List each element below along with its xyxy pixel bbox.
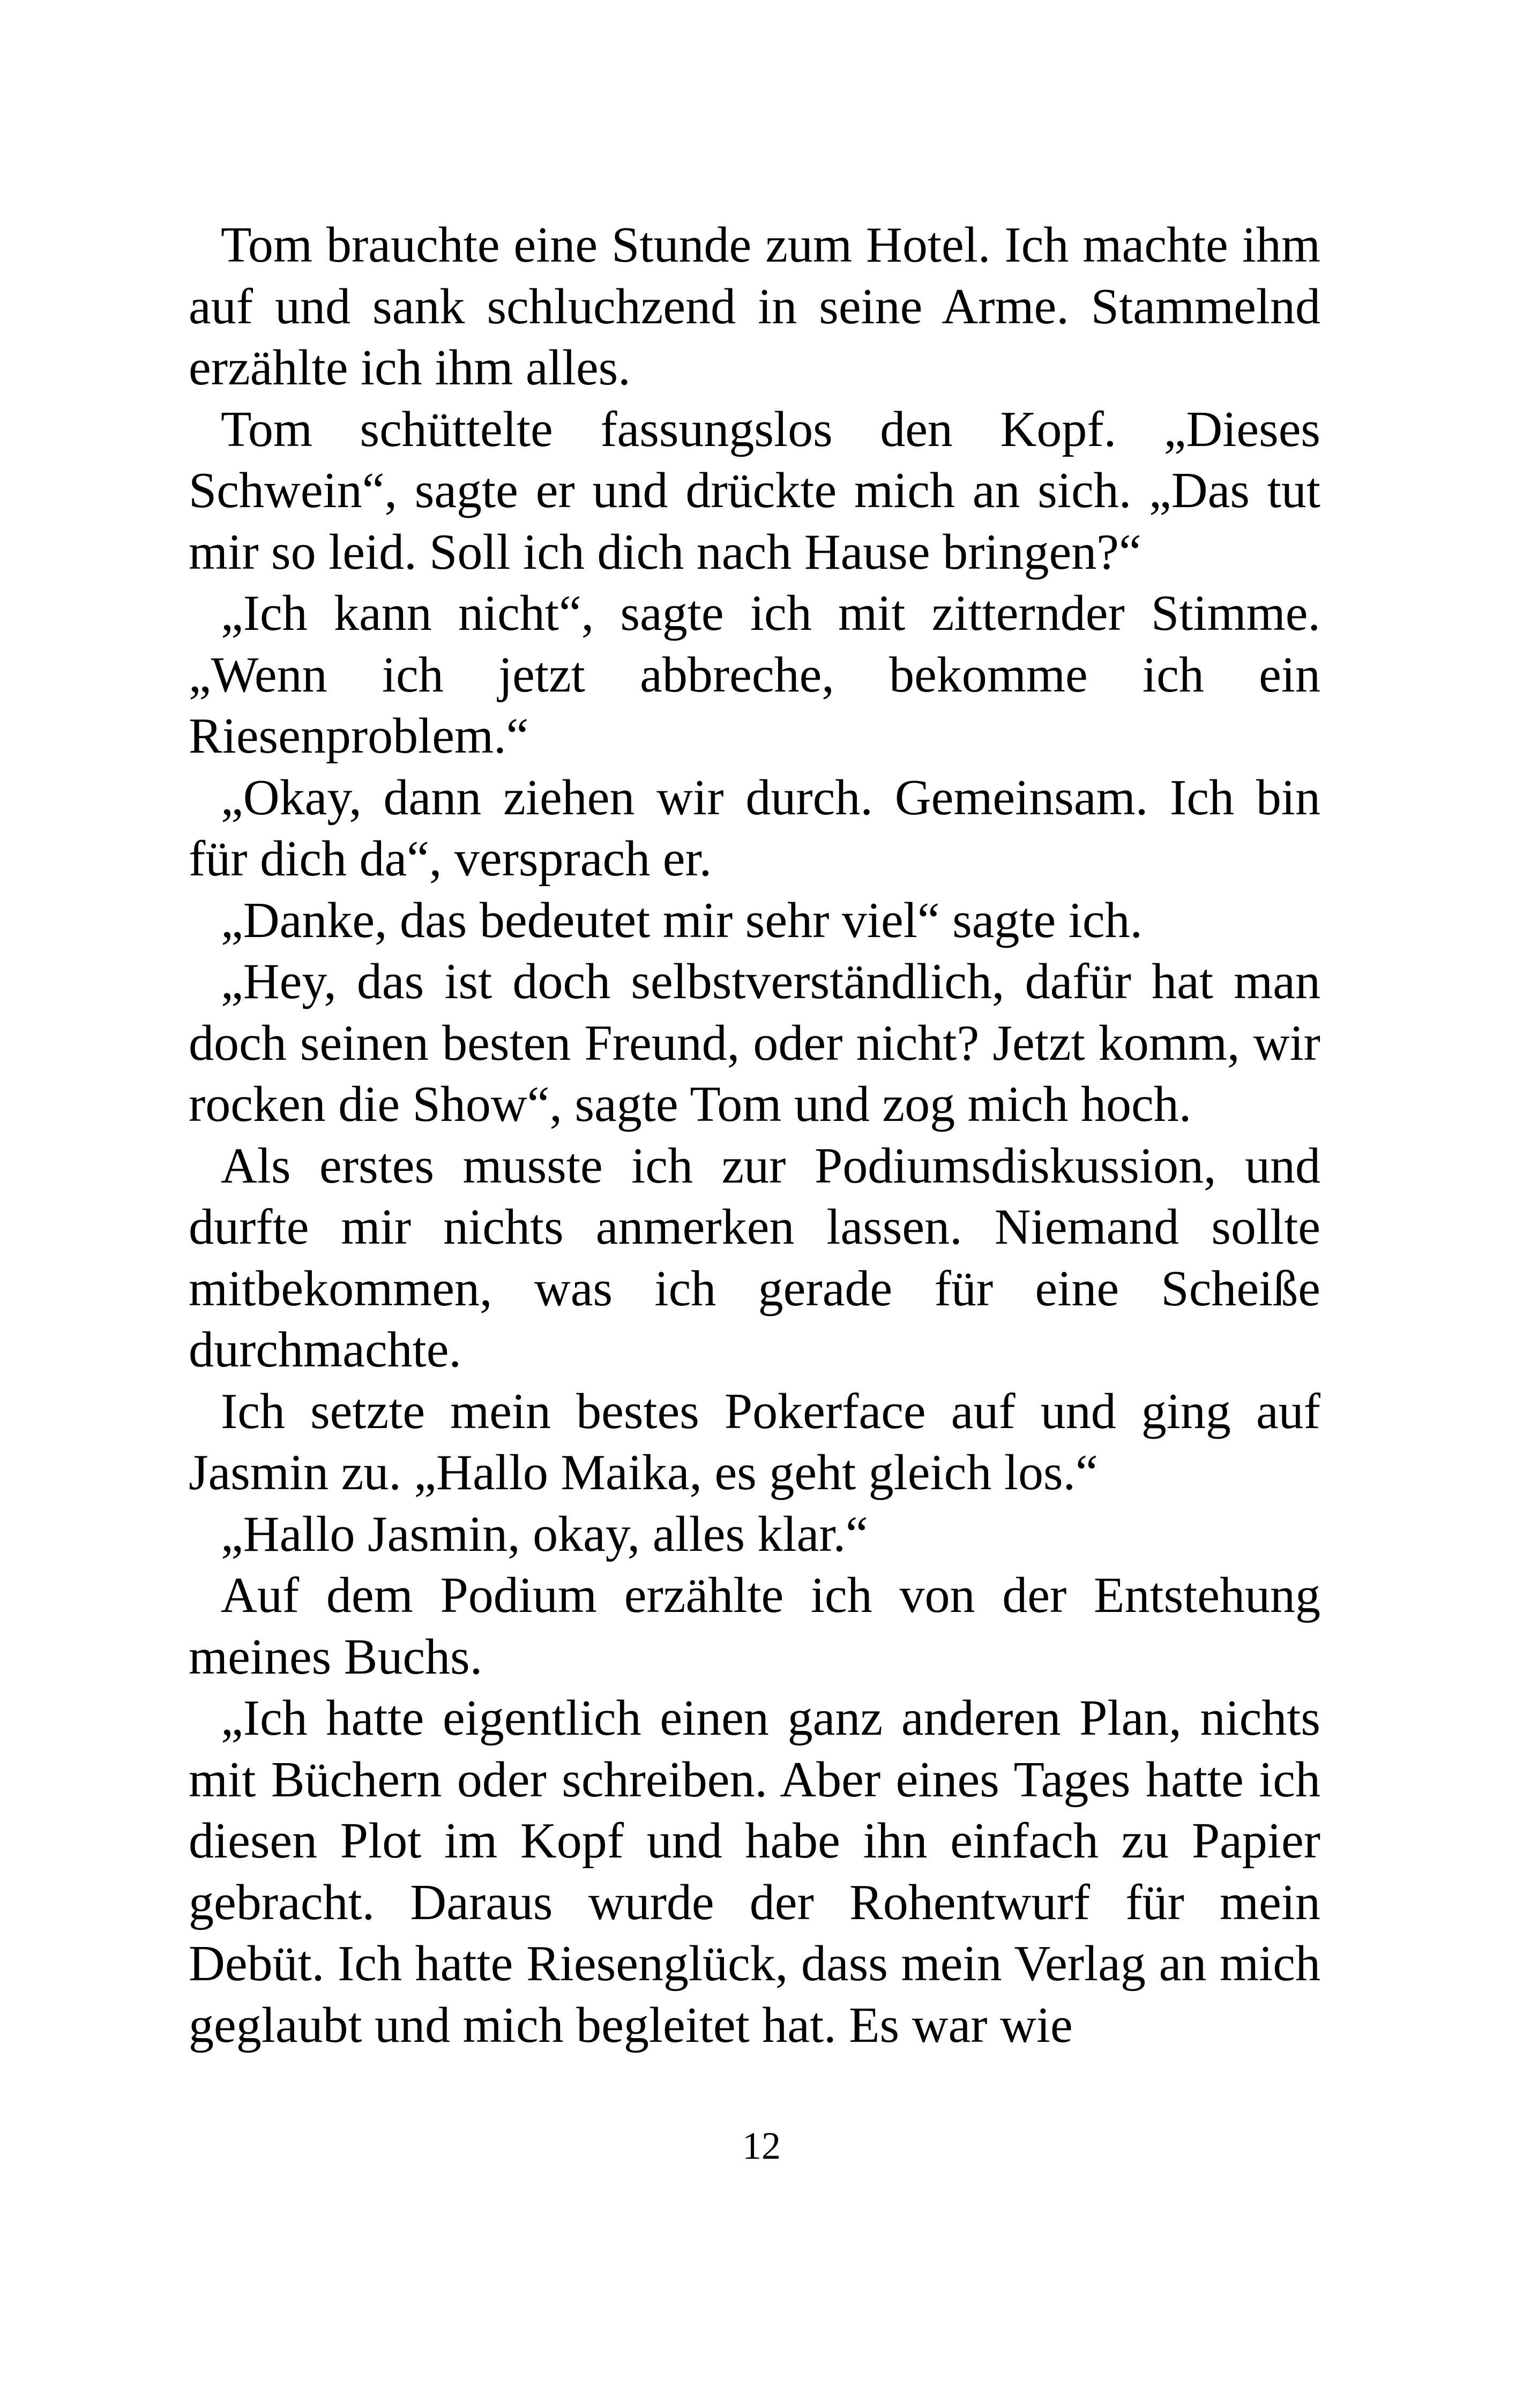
- paragraph: Auf dem Podium erzählte ich von der Entstehung meines Buchs.: [189, 1567, 1320, 1685]
- body-text: [189, 214, 1320, 2056]
- paragraph: „Danke, das bedeutet mir sehr viel“ sagte ich.: [221, 892, 1143, 948]
- paragraph: Tom brauchte eine Stunde zum Hotel. Ich machte ihm auf und sank schluchzend in seine Arme. Stammelnd erzählte ich ihm alles.: [189, 217, 1320, 396]
- paragraph: Ich setzte mein bestes Pokerface auf und ging auf Jasmin zu. „Hallo Maika, es geht gleich los.“: [189, 1383, 1320, 1500]
- paragraph: „Hey, das ist doch selbstverständlich, dafür hat man doch seinen besten Freund, oder nicht? Jetzt komm, wir rocken die Show“, sagte Tom und zog mich hoch.: [189, 954, 1320, 1132]
- paragraph: Tom schüttelte fassungslos den Kopf. „Dieses Schwein“, sagte er und drückte mich an sich. „Das tut mir so leid. Soll ich dich nach Hause bringen?“: [189, 401, 1320, 580]
- paragraph: „Hallo Jasmin, okay, alles klar.“: [221, 1506, 868, 1562]
- paragraph: Als erstes musste ich zur Podiumsdiskussion, und durfte mir nichts anmerken lassen. Niemand sollte mitbekommen, was ich gerade für eine Scheiße durchmachte.: [189, 1138, 1320, 1378]
- paragraph: „Ich hatte eigentlich einen ganz anderen Plan, nichts mit Büchern oder schreiben. Aber eines Tages hatte ich diesen Plot im Kopf und habe ihn einfach zu Papier gebracht. Daraus wurde der Rohentwurf für mein Debüt. Ich hatte Riesenglück, dass mein Verlag an mich geglaubt und mich begleitet hat. Es war wie: [189, 1690, 1320, 2053]
- paragraph: „Okay, dann ziehen wir durch. Gemeinsam. Ich bin für dich da“, versprach er.: [189, 769, 1320, 887]
- paragraph: „Ich kann nicht“, sagte ich mit zitternder Stimme. „Wenn ich jetzt abbreche, bekomme ich ein Riesenproblem.“: [189, 585, 1320, 764]
- page-number: 12: [742, 2124, 781, 2167]
